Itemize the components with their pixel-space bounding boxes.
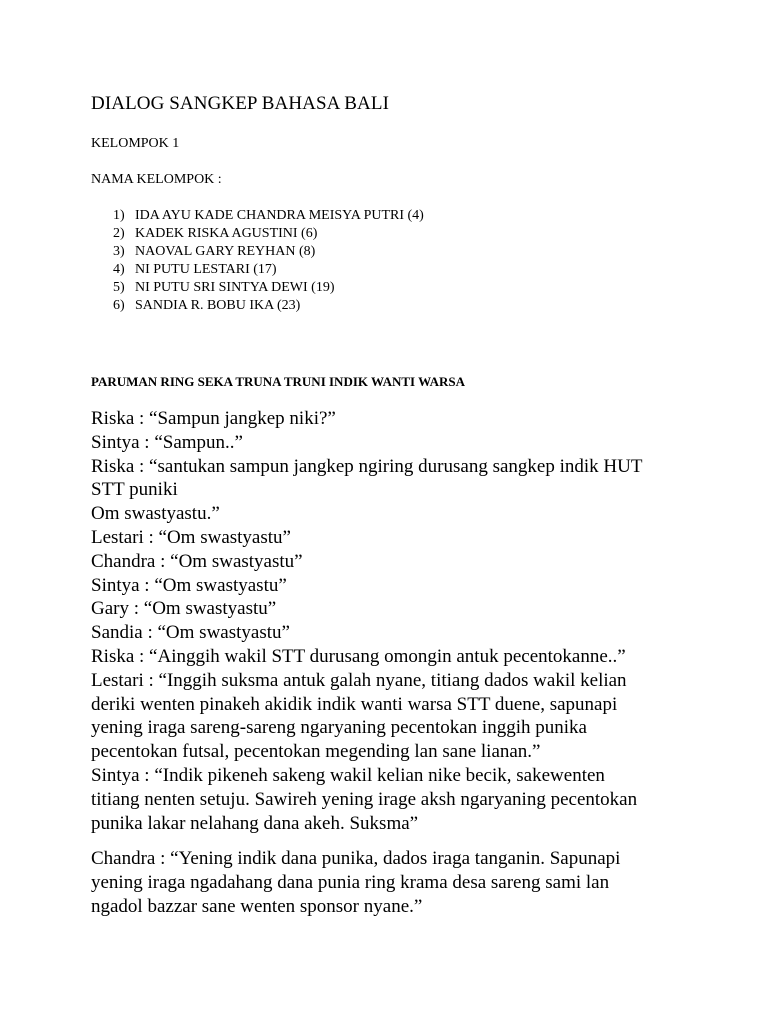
members-label: NAMA KELOMPOK : xyxy=(91,172,222,187)
list-number: 2) xyxy=(113,226,125,241)
member-name: KADEK RISKA AGUSTINI (6) xyxy=(135,226,318,241)
list-item xyxy=(113,297,424,315)
list-item xyxy=(113,261,424,279)
member-name: IDA AYU KADE CHANDRA MEISYA PUTRI (4) xyxy=(135,208,424,223)
group-label: KELOMPOK 1 xyxy=(91,136,180,151)
list-item xyxy=(113,207,424,225)
dialog-line: deriki wenten pinakeh akidik indik wanti warsa STT duene, sapunapi xyxy=(91,693,618,715)
list-number: 1) xyxy=(113,208,125,223)
dialog-line: yening iraga ngadahang dana punia ring krama desa sareng sami lan xyxy=(91,872,610,894)
member-name: NI PUTU SRI SINTYA DEWI (19) xyxy=(135,280,335,295)
document-title: DIALOG SANGKEP BAHASA BALI xyxy=(91,93,389,114)
dialog-line: Sintya : “Indik pikeneh sakeng wakil kelian nike becik, sakewenten xyxy=(91,764,605,786)
dialog-line: Lestari : “Inggih suksma antuk galah nyane, titiang dados wakil kelian xyxy=(91,669,627,691)
dialog-line: ngadol bazzar sane wenten sponsor nyane.” xyxy=(91,895,423,917)
list-item xyxy=(113,279,424,297)
dialog-line: Chandra : “Om swastyastu” xyxy=(91,550,303,572)
dialog-line: Sintya : “Om swastyastu” xyxy=(91,574,287,596)
member-name: NI PUTU LESTARI (17) xyxy=(135,262,277,277)
list-number: 5) xyxy=(113,280,125,295)
section-heading: PARUMAN RING SEKA TRUNA TRUNI INDIK WANTI WARSA xyxy=(91,374,466,389)
paragraph-gap xyxy=(91,835,691,847)
dialog-line: Sintya : “Sampun..” xyxy=(91,431,243,453)
dialog-line: Riska : “santukan sampun jangkep ngiring durusang sangkep indik HUT xyxy=(91,455,643,477)
dialog-line: Gary : “Om swastyastu” xyxy=(91,598,277,620)
dialog-line: Riska : “Sampun jangkep niki?” xyxy=(91,408,336,429)
dialog-line: pecentokan futsal, pecentokan megending lan sane lianan.” xyxy=(91,741,541,763)
dialog-line: punika lakar nelahang dana akeh. Suksma” xyxy=(91,812,419,834)
dialog-line: Om swastyastu.” xyxy=(91,503,220,525)
dialog-line: Chandra : “Yening indik dana punika, dados iraga tanganin. Sapunapi xyxy=(91,848,621,870)
dialog-line: STT puniki xyxy=(91,479,178,501)
dialog-line: titiang nenten setuju. Sawireh yening irage aksh ngaryaning pecentokan xyxy=(91,788,638,810)
dialog-line: Lestari : “Om swastyastu” xyxy=(91,526,291,548)
list-number: 4) xyxy=(113,262,125,277)
member-name: SANDIA R. BOBU IKA (23) xyxy=(135,298,301,313)
list-item xyxy=(113,243,424,261)
list-number: 6) xyxy=(113,298,125,313)
dialog-line: yening iraga sareng-sareng ngaryaning pecentokan inggih punika xyxy=(91,717,587,739)
list-item xyxy=(113,225,424,243)
dialog-line: Riska : “Ainggih wakil STT durusang omongin antuk pecentokanne..” xyxy=(91,645,626,667)
dialog-text xyxy=(91,407,691,919)
members-list xyxy=(113,207,424,315)
member-name: NAOVAL GARY REYHAN (8) xyxy=(135,244,316,259)
dialog-line: Sandia : “Om swastyastu” xyxy=(91,622,290,644)
list-number: 3) xyxy=(113,244,125,259)
